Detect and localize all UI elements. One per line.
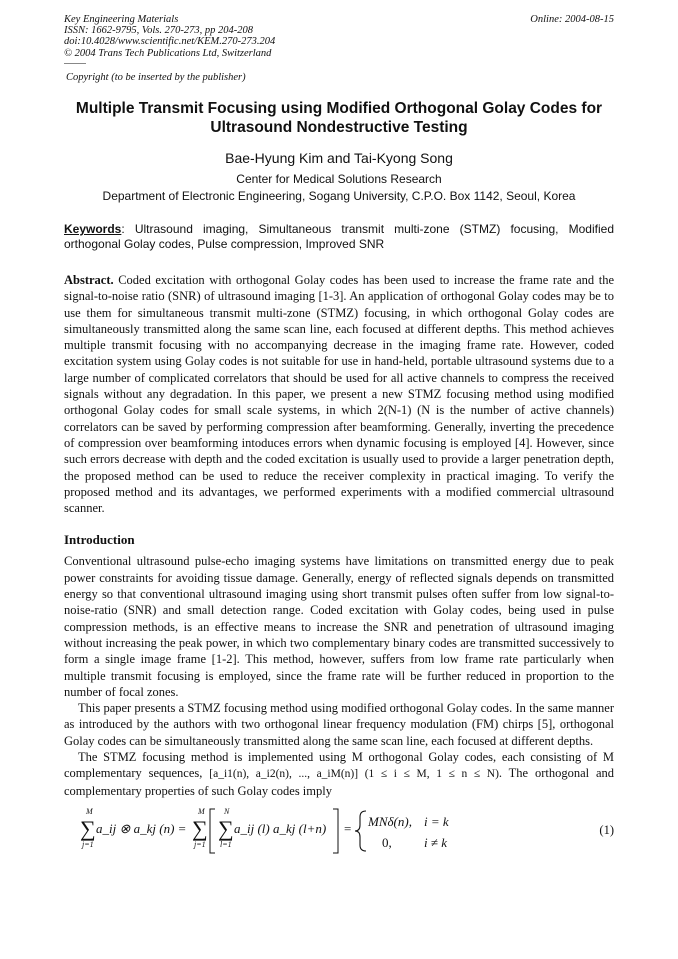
keywords: Keywords: Ultrasound imaging, Simultaneous transmit multi-zone (STMZ) focusing, Modified orthogonal Golay codes, Pulse compression, Improved SNR bbox=[64, 222, 614, 251]
abstract-text: Coded excitation with orthogonal Golay codes has been used to increase the frame rate and the signal-to-noise ratio (SNR) of ultrasound imaging [1-3]. An application of orthogonal Golay codes may be to use them for simultaneous transmit multi-zone (STMZ) focusing, in which orthogonal Golay codes are simultaneously transmitted along the same scan line, each focused at different depths. This method achieves multiple transmit focusing with no accompanying decrease in the imaging frame rate. However, coded excitation system using Golay codes is not suitable for use in hand-held, portable ultrasound systems due to a large number of complicated correlators that should be used for all active channels to compress the received signals without any degradation. In this paper, we present a new STMZ focusing method using modified orthogonal Golay codes for small scale systems, in which 2(N-1) (N is the number of active channels) correlators can be saved by performing compression after beamforming. Generally, inverting the precedence of compression over beamforming intoduces errors when dynamic focusing is employed [4]. However, since such errors decrease with depth and the coded excitation is usually used to provide a larger penetration depth, the proposed method can be used to reduce the receiver complexity in practical imaging. To verify the proposed method and its advantages, we performed experiments with a modified commercial ultrasound scanner. bbox=[64, 273, 614, 516]
abstract bbox=[64, 272, 614, 516]
sum-3-sigma: ∑ bbox=[218, 815, 234, 841]
inline-sequence-math: [a_i1(n), a_i2(n), ..., a_iM(n)] (1 ≤ i ≤ M, 1 ≤ n ≤ N) bbox=[209, 768, 499, 781]
equation-1-graphic bbox=[64, 807, 614, 865]
affiliation-line-2: Department of Electronic Engineering, Sogang University, C.P.O. Box 1142, Seoul, Korea bbox=[102, 189, 576, 203]
section-heading-introduction: Introduction bbox=[64, 532, 135, 548]
case-1-condition: i = k bbox=[424, 813, 449, 829]
keywords-text: Ultrasound imaging, Simultaneous transmit multi-zone (STMZ) focusing, Modified orthogonal Golay codes, Pulse compression, Improved SNR bbox=[64, 222, 614, 251]
intro-paragraph-1: Conventional ultrasound pulse-echo imaging systems have limitations on transmitted energy due to peak power constraints for avoiding tissue damage. Generally, energy of reflected signals depends on transmitted energy so that conventional ultrasound imaging using short transmit pulses often suffer from low signal-to-noise-ratio (SNR) and small detection range. Coded excitation with Golay codes, being used in pulse compression methods, is an effective means to increase the SNR and penetration of ultrasound imaging without increasing the peak power, in which two complementary binary codes are transmitted successively to form a single image frame [1-2]. This method, however, suffers from low frame rate particularly when multiple transmit focusing is employed, since the frame rate will be further reduced in proportion to the number of focal zones. bbox=[64, 554, 614, 699]
equation-1 bbox=[64, 807, 614, 865]
publisher-line: © 2004 Trans Tech Publications Ltd, Switzerland bbox=[64, 47, 272, 59]
issn-line: ISSN: 1662-9795, Vols. 270-273, pp 204-208 bbox=[64, 25, 253, 37]
sum-3-lower: l=1 bbox=[220, 839, 232, 849]
affiliation bbox=[64, 171, 614, 205]
copyright-notice: Copyright (to be inserted by the publisher) bbox=[66, 72, 246, 83]
intro-paragraph-2: This paper presents a STMZ focusing method using modified orthogonal Golay codes. In the same manner as introduced by the authors with two orthogonal linear frequency modulation (FM) chirps [5], orthogonal Golay codes can be simultaneously transmitted along the same scan line, each focused at different depths. bbox=[64, 701, 614, 748]
equation-number: (1) bbox=[599, 822, 614, 837]
right-bracket bbox=[333, 809, 338, 853]
case-2-condition: i ≠ k bbox=[424, 834, 448, 850]
header-rule bbox=[64, 63, 86, 64]
running-header bbox=[64, 14, 614, 87]
keywords-label: Keywords bbox=[64, 222, 122, 236]
left-bracket bbox=[210, 809, 215, 853]
intro-paragraph-3-start: The STMZ focusing method is implemented using M orthogonal Golay codes, each consisting of M complementary sequences, bbox=[64, 750, 614, 781]
intro-paragraph-3-end: . The orthogonal and complementary properties of such Golay codes imply bbox=[64, 766, 615, 798]
paper-authors: Bae-Hyung Kim and Tai-Kyong Song bbox=[225, 150, 453, 166]
sum-2-sigma: ∑ bbox=[192, 815, 208, 841]
abstract-label: Abstract. bbox=[64, 273, 114, 287]
sum-2-upper: M bbox=[198, 806, 205, 816]
case-1-value: MNδ(n), bbox=[368, 813, 412, 829]
eq-term-1: a_ij ⊗ a_kj (n) = bbox=[96, 820, 187, 836]
eq-term-2: a_ij (l) a_kj (l+n) bbox=[234, 820, 327, 836]
case-2-value: 0, bbox=[382, 834, 392, 850]
intro-paragraph-3 bbox=[64, 749, 614, 799]
paper-page bbox=[64, 14, 614, 865]
online-date: Online: 2004-08-15 bbox=[530, 14, 614, 25]
journal-name: Key Engineering Materials bbox=[64, 14, 179, 25]
affiliation-line-1: Center for Medical Solutions Research bbox=[236, 172, 442, 186]
doi-line: doi:10.4028/www.scientific.net/KEM.270-273.204 bbox=[64, 36, 276, 48]
sum-3-upper: N bbox=[224, 806, 230, 816]
sum-2-lower: j=1 bbox=[194, 839, 206, 849]
sum-1-sigma: ∑ bbox=[80, 815, 96, 841]
sum-1-lower: j=1 bbox=[82, 839, 94, 849]
cases-brace bbox=[355, 811, 366, 851]
sum-1-upper: M bbox=[86, 806, 93, 816]
paper-title: Multiple Transmit Focusing using Modified Orthogonal Golay Codes for Ultrasound Nondestructive Testing bbox=[75, 100, 603, 136]
eq-equals: = bbox=[344, 820, 352, 836]
